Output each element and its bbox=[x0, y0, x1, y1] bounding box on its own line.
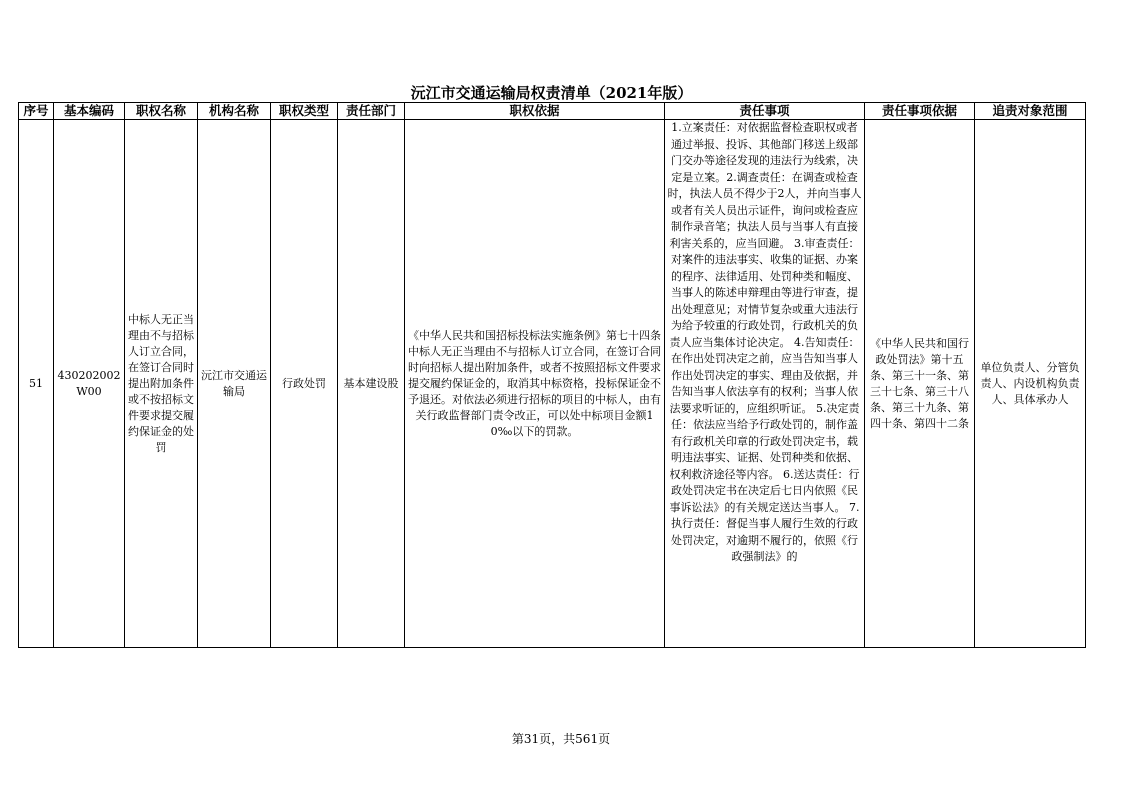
cell-duty-basis-text: 《中华人民共和国行政处罚法》第十五条、第三十一条、第三十七条、第三十八条、第三十九条、第四十条、第四十二条 bbox=[870, 336, 969, 430]
cell-duties bbox=[665, 120, 865, 648]
header-dept: 责任部门 bbox=[338, 103, 405, 120]
cell-power-name bbox=[125, 120, 198, 648]
cell-power-name-text: 中标人无正当理由不与招标人订立合同，在签订合同时提出附加条件或不按招标文件要求提交履约保证金的处罚 bbox=[128, 312, 194, 454]
header-seq: 序号 bbox=[19, 103, 54, 120]
table-row bbox=[19, 120, 1086, 648]
cell-accountability bbox=[975, 120, 1086, 648]
header-basis: 职权依据 bbox=[405, 103, 665, 120]
header-code: 基本编码 bbox=[54, 103, 125, 120]
cell-seq: 51 bbox=[19, 120, 54, 648]
cell-basis bbox=[405, 120, 672, 648]
cell-org bbox=[198, 120, 271, 648]
cell-org-text: 沅江市交通运输局 bbox=[201, 368, 267, 398]
cell-power-type: 行政处罚 bbox=[271, 120, 338, 648]
header-power-name: 职权名称 bbox=[125, 103, 198, 120]
header-accountability: 追责对象范围 bbox=[975, 103, 1086, 120]
document-title: 沅江市交通运输局权责清单（2021年版） bbox=[410, 84, 693, 102]
header-duties: 责任事项 bbox=[665, 103, 865, 120]
table-header-row bbox=[19, 103, 1086, 120]
header-org: 机构名称 bbox=[198, 103, 271, 120]
page-number: 第31页，共561页 bbox=[511, 732, 611, 746]
cell-code bbox=[54, 120, 125, 648]
cell-code-text: 430202002W00 bbox=[57, 368, 121, 398]
cell-duties-text: 1.立案责任：对依据监督检查职权或者通过举报、投诉、其他部门移送上级部门交办等途径发现的违法行为线索，决定是立案。2.调查责任：在调查或检查时，执法人员不得少于2人，并向当事人或者有关人员出示证件，询问或检查应制作录音笔；执法人员与当事人有直接利害关系的，应当回避。 3.审查责任：对案件的违法事实、收集的证据、办案的程序、法律适用、处罚种类和幅度、当事人的陈述申辩理由等进行审查，提出处理意见；对情节复杂或重大违法行为给予较重的行政处罚，行政机关的负责人应当集体讨论决定。 4.告知责任：在作出处罚决定之前，应当告知当事人作出处罚决定的事实、理由及依据，并告知当事人依法享有的权利；当事人依法要求听证的，应组织听证。 5.决定责任：依法应当给予行政处罚的，制作盖有行政机关印章的行政处罚决定书，载明违法事实、证据、处罚种类和依据、权利救济途径等内容。 6.送达责任：行政处罚决定书在决定后七日内依照《民事诉讼法》的有关规定送达当事人。 7.执行责任：督促当事人履行生效的行政处罚决定，对逾期不履行的，依照《行政强制法》的 bbox=[667, 121, 862, 563]
cell-dept: 基本建设股 bbox=[338, 120, 405, 648]
header-power-type: 职权类型 bbox=[271, 103, 338, 120]
responsibility-table bbox=[18, 102, 1086, 648]
cell-accountability-text: 单位负责人、分管负责人、内设机构负责人、具体承办人 bbox=[980, 360, 1080, 406]
cell-duty-basis bbox=[865, 120, 975, 648]
cell-basis-text: 《中华人民共和国招标投标法实施条例》第七十四条 中标人无正当理由不与招标人订立合同，在签订合同时向招标人提出附加条件，或者不按照招标文件要求提交履约保证金的，取消其中标资格，投标保证金不予退还。对依法必须进行招标的项目的中标人，由有关行政监督部门责令改正，可以处中标项目金额10‰以下的罚款。 bbox=[408, 328, 672, 438]
header-duty-basis: 责任事项依据 bbox=[865, 103, 975, 120]
